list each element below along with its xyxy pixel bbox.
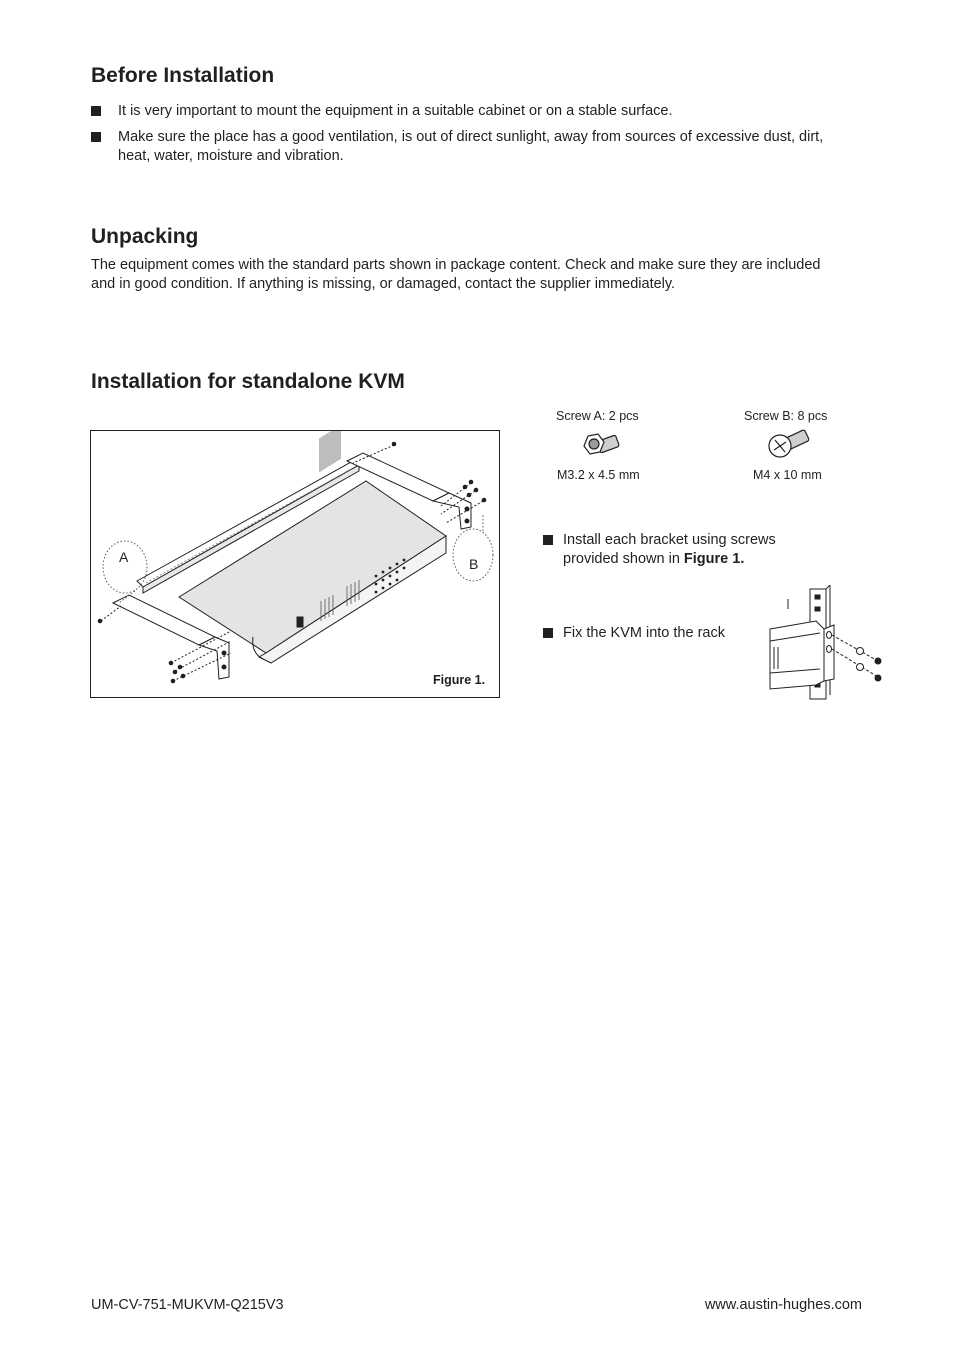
figure-label-b: B xyxy=(469,556,479,572)
unpacking-paragraph: The equipment comes with the standard parts shown in package content. Check and make sure they are included and in good condition. If anything is missing, or damaged, contact the supplier immediately. xyxy=(91,257,821,292)
hex-screw-icon xyxy=(580,428,622,464)
step-2-text: Fix the KVM into the rack xyxy=(563,625,725,641)
footer-doc-id: UM-CV-751-MUKVM-Q215V3 xyxy=(91,1297,284,1313)
step-1-figure-ref: Figure 1. xyxy=(683,550,745,567)
bullet-square-icon xyxy=(91,106,101,116)
unpacking-heading: Unpacking xyxy=(91,225,199,248)
installation-heading: Installation for standalone KVM xyxy=(91,370,405,393)
install-step-1 xyxy=(543,531,833,568)
install-step-2 xyxy=(543,624,763,643)
screw-a-size: M3.2 x 4.5 mm xyxy=(557,468,640,482)
rack-mount-illustration xyxy=(768,585,890,703)
kvm-bracket-illustration xyxy=(91,431,498,696)
figure-label-a: A xyxy=(119,549,129,565)
before-installation-heading: Before Installation xyxy=(91,64,275,87)
bullet-square-icon xyxy=(543,535,553,545)
figure-1 xyxy=(90,430,500,698)
step-1-text: Install each bracket using screws provided shown in xyxy=(563,532,776,567)
figure-caption: Figure 1. xyxy=(433,673,486,687)
screw-b-size: M4 x 10 mm xyxy=(753,468,822,482)
phillips-screw-icon xyxy=(766,426,812,464)
bullet-square-icon xyxy=(91,132,101,142)
screw-b-title: Screw B: 8 pcs xyxy=(744,409,828,423)
screw-a-title: Screw A: 2 pcs xyxy=(556,409,639,423)
bullet-text: It is very important to mount the equipment in a suitable cabinet or on a stable surface. xyxy=(118,103,673,119)
footer-website[interactable]: www.austin-hughes.com xyxy=(704,1297,862,1313)
bullet-text: Make sure the place has a good ventilation, is out of direct sunlight, away from sources of excessive dust, dirt, heat, water, moisture and vibration. xyxy=(118,129,824,164)
bullet-square-icon xyxy=(543,628,553,638)
